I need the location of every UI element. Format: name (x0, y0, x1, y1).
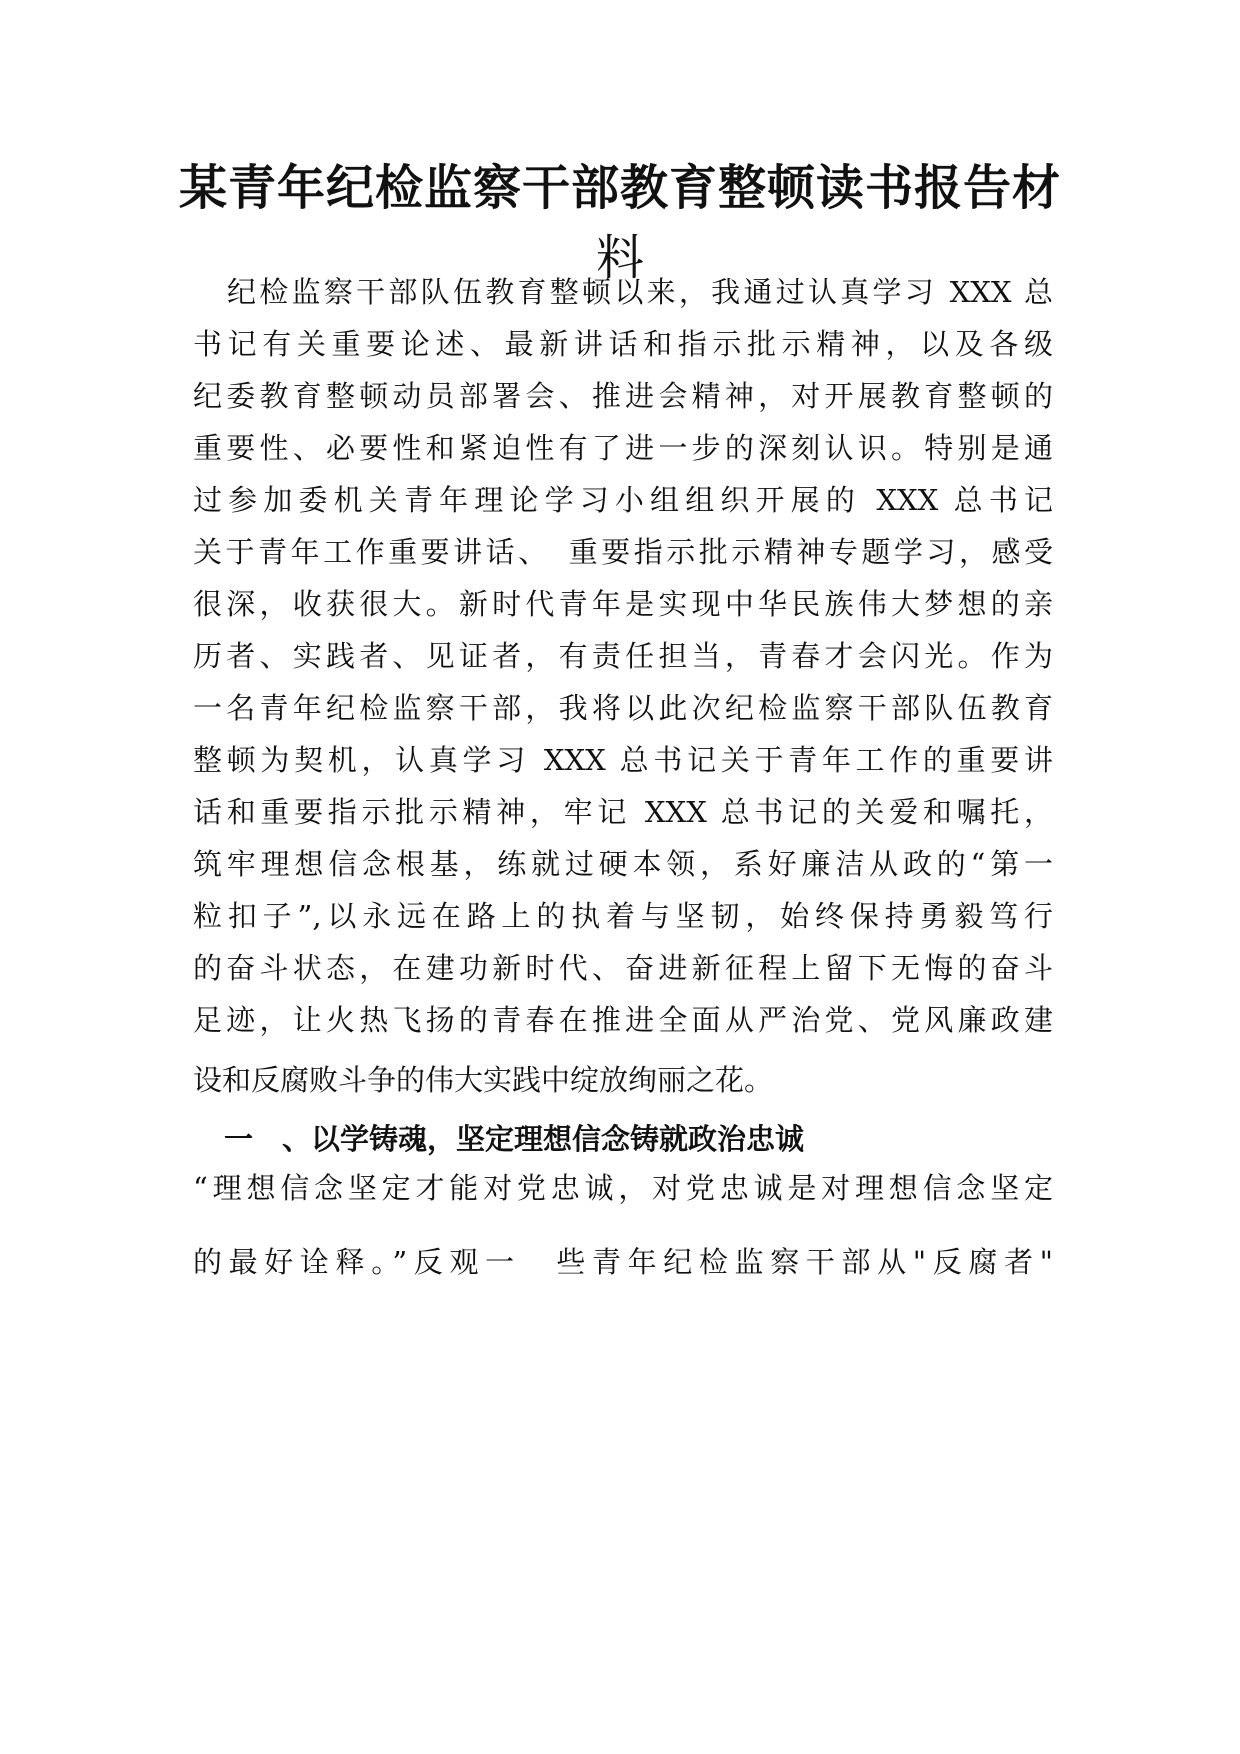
paragraph-1-line: 粒扣子”,以永远在路上的执着与坚韧，始终保持勇毅笃行 (193, 899, 1053, 933)
paragraph-1-line: 话和重要指示批示精神，牢记 XXX 总书记的关爱和嘱托， (193, 795, 1053, 829)
paragraph-1-line: 过参加委机关青年理论学习小组组织开展的 XXX 总书记 (193, 483, 1053, 517)
paragraph-1-line: 设和反腐败斗争的伟大实践中绽放绚丽之花。 (193, 1063, 774, 1097)
paragraph-2-line: 的最好诠释。”反观一 些青年纪检监察干部从"反腐者" (193, 1245, 1053, 1279)
paragraph-1-line: 书记有关重要论述、最新讲话和指示批示精神，以及各级 (193, 327, 1053, 361)
paragraph-1-line: 整顿为契机，认真学习 XXX 总书记关于青年工作的重要讲 (193, 743, 1053, 777)
document-title-line-1: 某青年纪检监察干部教育整顿读书报告材 (178, 160, 1061, 216)
paragraph-1-line: 纪委教育整顿动员部署会、推进会精神，对开展教育整顿的 (193, 379, 1053, 413)
paragraph-1-line: 历者、实践者、见证者，有责任担当，青春才会闪光。作为 (193, 639, 1053, 673)
section-heading: 一 、以学铸魂，坚定理想信念铸就政治忠诚 (224, 1122, 805, 1156)
paragraph-1-line: 的奋斗状态，在建功新时代、奋进新征程上留下无悔的奋斗 (193, 951, 1053, 985)
paragraph-1-line: 很深，收获很大。新时代青年是实现中华民族伟大梦想的亲 (193, 587, 1053, 621)
paragraph-2-line: “理想信念坚定才能对党忠诚，对党忠诚是对理想信念坚定 (193, 1171, 1053, 1205)
paragraph-1-line: 纪检监察干部队伍教育整顿以来，我通过认真学习 XXX 总 (227, 275, 1053, 309)
paragraph-1-line: 关于青年工作重要讲话、 重要指示批示精神专题学习，感受 (193, 535, 1053, 569)
paragraph-1-line: 足迹，让火热飞扬的青春在推进全面从严治党、党风廉政建 (193, 1003, 1053, 1037)
paragraph-1-line: 筑牢理想信念根基，练就过硬本领，系好廉洁从政的“第一 (193, 847, 1053, 881)
document-title-line-2: 料 (595, 230, 644, 286)
paragraph-1-line: 重要性、必要性和紧迫性有了进一步的深刻认识。特别是通 (193, 431, 1053, 465)
paragraph-1-line: 一名青年纪检监察干部，我将以此次纪检监察干部队伍教育 (193, 691, 1053, 725)
